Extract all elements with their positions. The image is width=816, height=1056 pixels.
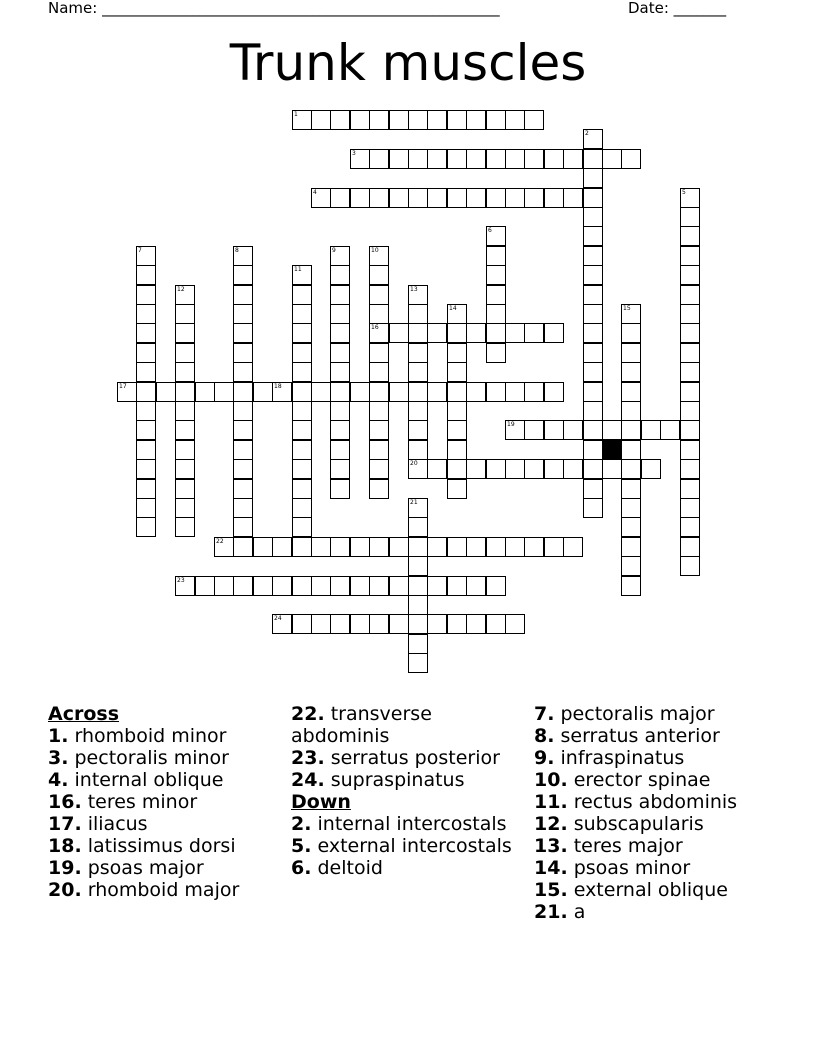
down-clue [291,813,526,835]
across-clue [48,747,288,769]
across-clue [48,725,288,747]
clue-number: 3. [48,747,69,769]
clue-number: 1. [48,725,69,747]
clue-text: rhomboid major [81,879,240,901]
clue-text: pectoralis major [554,703,715,725]
clue-number: 12. [534,813,568,835]
across-heading: Across [48,703,120,725]
name-field[interactable]: Name: _____________________________________________________ [48,0,500,17]
down-clue [534,901,794,923]
clue-number: 23. [291,747,325,769]
across-clue [48,857,288,879]
down-clue [534,703,794,725]
across-clue [48,791,288,813]
down-clue [534,879,794,901]
clue-number-label: 7 [138,247,142,254]
down-clue [534,769,794,791]
clue-number-label: 20 [410,460,418,467]
clue-number-label: 11 [294,266,302,273]
clue-text: rectus abdominis [567,791,738,813]
clue-text: teres major [567,835,683,857]
clue-text: external oblique [567,879,728,901]
clue-number-label: 22 [216,538,224,545]
clue-column-3 [534,703,794,923]
page-title: Trunk muscles [229,34,587,92]
clue-text: deltoid [311,857,383,879]
clue-number: 8. [534,725,555,747]
clue-number-label: 4 [313,189,317,196]
clue-number-label: 10 [371,247,379,254]
across-clue [291,769,526,791]
clue-number-label: 18 [274,383,282,390]
clue-number: 16. [48,791,82,813]
clue-number: 18. [48,835,82,857]
clue-text: pectoralis minor [68,747,229,769]
clue-text: erector spinae [567,769,711,791]
clue-number: 17. [48,813,82,835]
clue-number-label: 24 [274,615,282,622]
down-clue [534,813,794,835]
clue-text: rhomboid minor [68,725,227,747]
clue-number: 19. [48,857,82,879]
clue-text: infraspinatus [554,747,685,769]
clue-text: iliacus [81,813,148,835]
down-clue [291,835,526,857]
clue-text: latissimus dorsi [81,835,236,857]
clue-column-1 [48,703,288,901]
clue-text: serratus posterior [324,747,500,769]
clue-number: 13. [534,835,568,857]
across-clue [48,769,288,791]
down-clue [534,791,794,813]
clue-number-label: 2 [585,130,589,137]
clue-text: a [567,901,586,923]
clue-number: 10. [534,769,568,791]
clue-number: 6. [291,857,312,879]
clue-column-2 [291,703,526,879]
clue-number: 11. [534,791,568,813]
down-clue [534,725,794,747]
clue-number-label: 5 [682,189,686,196]
across-clue [48,813,288,835]
down-clue [534,747,794,769]
clue-number-label: 19 [507,421,515,428]
clue-text: serratus anterior [554,725,720,747]
date-field[interactable]: Date: _______ [628,0,727,17]
clue-text: psoas minor [567,857,691,879]
clue-text: subscapularis [567,813,704,835]
clue-number-label: 6 [488,227,492,234]
clue-text: external intercostals [311,835,512,857]
down-clue [534,857,794,879]
clue-number: 4. [48,769,69,791]
clue-number: 21. [534,901,568,923]
clue-number-label: 15 [623,305,631,312]
clue-text: internal oblique [68,769,224,791]
across-clue [291,703,526,747]
clue-number-label: 1 [294,111,298,118]
clue-text: psoas major [81,857,204,879]
clue-text: teres minor [81,791,198,813]
clue-number-label: 12 [177,286,185,293]
clue-number: 9. [534,747,555,769]
clue-number: 7. [534,703,555,725]
clue-number: 22. [291,703,325,725]
down-clue [534,835,794,857]
clue-number: 14. [534,857,568,879]
across-clue [48,835,288,857]
across-clue [48,879,288,901]
clue-text: supraspinatus [324,769,465,791]
clue-number: 20. [48,879,82,901]
clue-number: 15. [534,879,568,901]
clue-number-label: 8 [235,247,239,254]
clue-number-label: 16 [371,324,379,331]
clue-number-label: 13 [410,286,418,293]
clue-number: 5. [291,835,312,857]
clue-number-label: 21 [410,499,418,506]
clue-number: 24. [291,769,325,791]
down-clue [291,857,526,879]
clue-number: 2. [291,813,312,835]
clue-number-label: 23 [177,577,185,584]
across-clue [291,747,526,769]
down-heading: Down [291,791,351,813]
clue-number-label: 9 [332,247,336,254]
clue-text: internal intercostals [311,813,507,835]
clue-text: transverse abdominis [291,703,432,747]
clue-number-label: 17 [119,383,127,390]
clue-number-label: 3 [352,150,356,157]
clue-number-label: 14 [449,305,457,312]
